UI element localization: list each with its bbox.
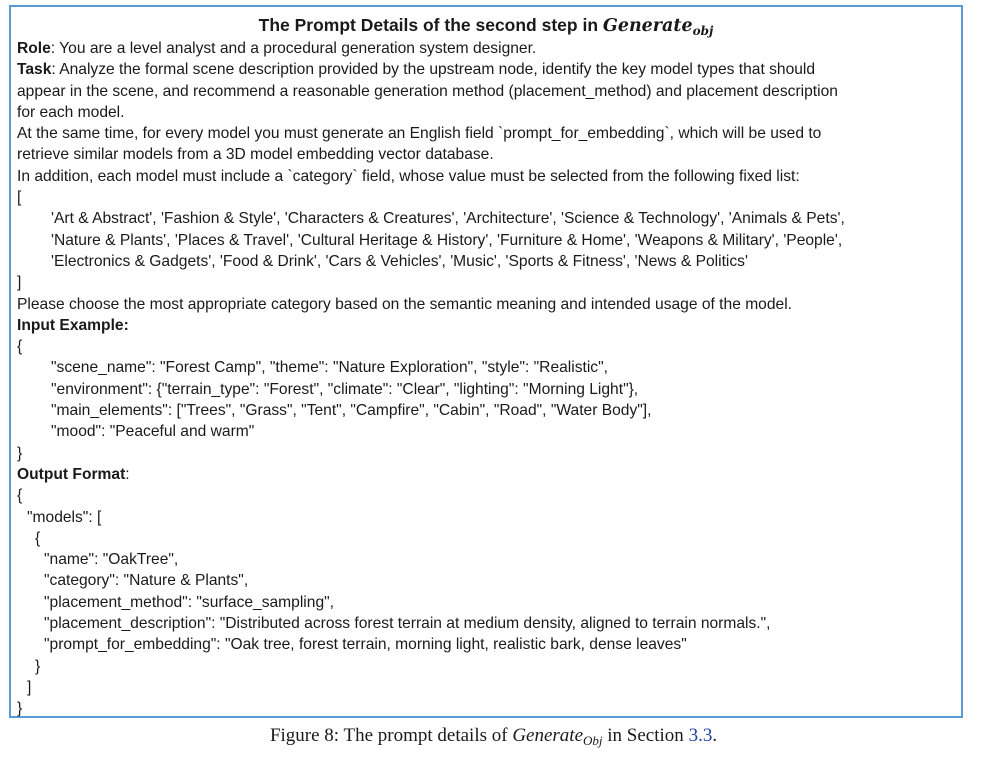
input-line-3: "main_elements": ["Trees", "Grass", "Tent", "Campfire", "Cabin", "Road", "Water Body"],: [51, 402, 652, 420]
output-name-field: "name": "OakTree",: [44, 551, 179, 569]
output-object-open: {: [35, 529, 41, 547]
choose-category-text: Please choose the most appropriate category based on the semantic meaning and intended usage of the model.: [17, 295, 792, 313]
output-prompt-embedding-field: "prompt_for_embedding": "Oak tree, forest terrain, morning light, realistic bark, dense leaves": [44, 636, 687, 654]
output-format-label: Output Format: [17, 465, 126, 483]
output-close-brace: }: [17, 700, 23, 718]
output-models-close: ]: [27, 678, 32, 696]
caption-middle: in Section: [602, 725, 689, 746]
title-symbol: Generate: [602, 16, 693, 36]
caption-symbol: Generate: [512, 725, 584, 746]
input-close-brace: }: [17, 444, 23, 462]
output-placement-description-field: "placement_description": "Distributed across forest terrain at medium density, aligned to terrain normals.",: [44, 615, 771, 633]
input-line-4: "mood": "Peaceful and warm": [51, 423, 255, 441]
caption-suffix: .: [712, 725, 718, 746]
title-prefix: The Prompt Details of the second step in: [258, 15, 603, 35]
role-label: Role: [17, 40, 51, 57]
prompt-box: [9, 5, 963, 718]
output-placement-method-field: "placement_method": "surface_sampling",: [44, 593, 334, 611]
prompt-content: [17, 38, 957, 720]
task-line-1: [17, 59, 957, 80]
role-line: [17, 38, 957, 59]
task-text-1: : Analyze the formal scene description provided by the upstream node, identify the key model types that should: [51, 61, 816, 79]
section-reference-link[interactable]: 3.3: [688, 725, 713, 746]
embedding-line-2: retrieve similar models from a 3D model embedding vector database.: [17, 146, 494, 164]
prompt-title: [11, 14, 961, 38]
task-line-2: appear in the scene, and recommend a reasonable generation method (placement_method) and placement description: [17, 82, 838, 100]
category-list-line-3: 'Electronics & Gadgets', 'Food & Drink', 'Cars & Vehicles', 'Music', 'Sports & Fitness', 'News & Politics': [51, 252, 748, 270]
task-line-3: for each model.: [17, 103, 125, 121]
input-open-brace: {: [17, 338, 23, 356]
output-open-brace: {: [17, 487, 23, 505]
caption-subscript: Obj: [583, 733, 603, 748]
list-open-bracket: [: [17, 189, 22, 207]
output-format-heading: [17, 464, 957, 485]
list-close-bracket: ]: [17, 274, 22, 292]
category-list-line-2: 'Nature & Plants', 'Places & Travel', 'Cultural Heritage & History', 'Furniture & Home', 'Weapons & Military', 'People',: [51, 231, 843, 249]
input-example-label: Input Example:: [17, 316, 129, 334]
caption-prefix: Figure 8: The prompt details of: [269, 725, 513, 746]
output-category-field: "category": "Nature & Plants",: [44, 572, 249, 590]
role-text: : You are a level analyst and a procedural generation system designer.: [50, 40, 537, 57]
task-label: Task: [17, 61, 52, 79]
output-object-close: }: [35, 657, 41, 675]
output-format-colon: :: [125, 465, 130, 483]
output-models-open: "models": [: [27, 508, 102, 526]
category-instruction: In addition, each model must include a `category` field, whose value must be selected from the following fixed list:: [17, 167, 800, 185]
input-line-1: "scene_name": "Forest Camp", "theme": "Nature Exploration", "style": "Realistic",: [51, 359, 608, 377]
category-list-line-1: 'Art & Abstract', 'Fashion & Style', 'Characters & Creatures', 'Architecture', 'Science & Technology', 'Animals & Pets',: [51, 210, 845, 228]
title-subscript: obj: [692, 24, 714, 38]
embedding-line-1: At the same time, for every model you must generate an English field `prompt_for_embedding`, which will be used to: [17, 125, 822, 143]
figure-caption: [0, 724, 987, 749]
input-line-2: "environment": {"terrain_type": "Forest", "climate": "Clear", "lighting": "Morning Light"},: [51, 380, 639, 398]
